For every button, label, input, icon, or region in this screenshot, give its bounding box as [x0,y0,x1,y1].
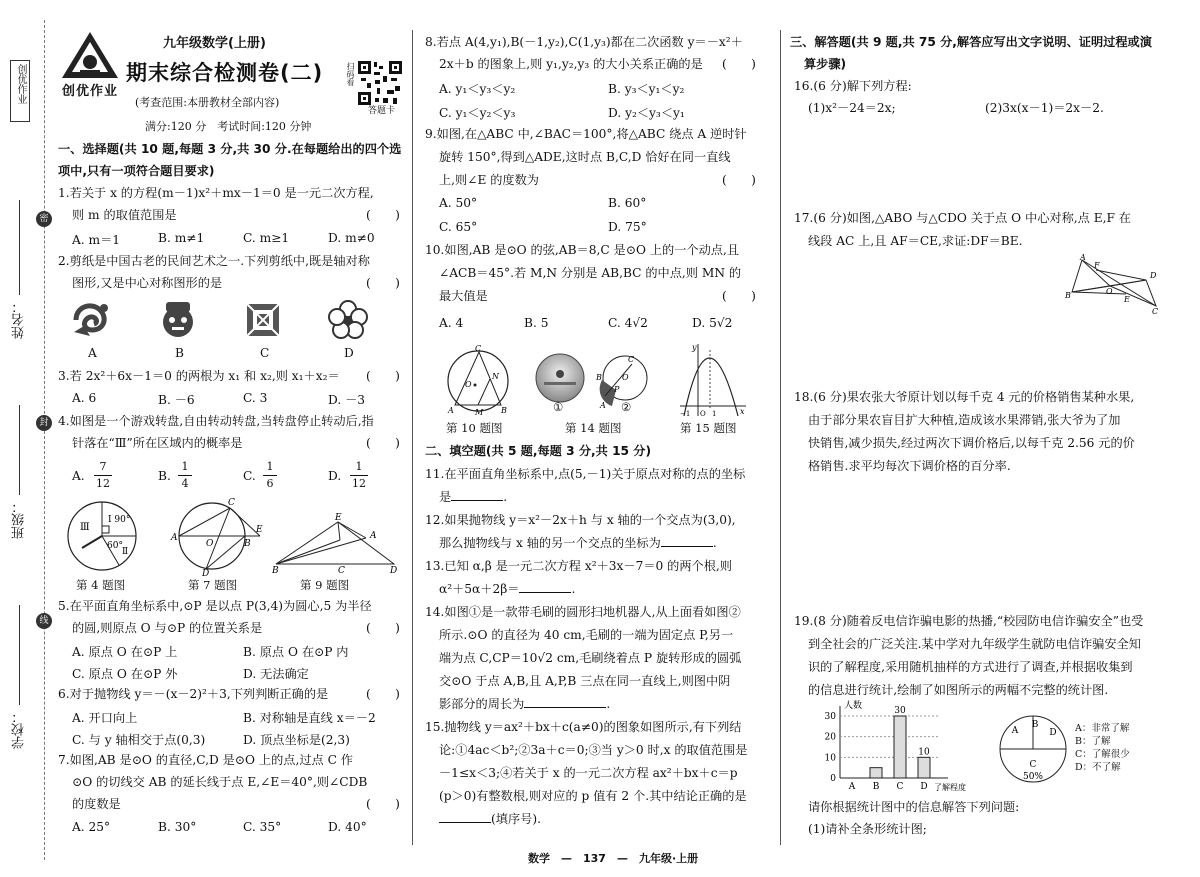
brand-tab-text: 创优作业 [15,64,26,104]
q19-line5: 请你根据统计图中的信息解答下列问题: [808,800,1020,814]
pie-legend-d: D：不了解 [1075,762,1121,773]
q4-option-d-letter: D. [328,469,342,483]
bar-chart-ytick-0: 0 [830,774,836,784]
svg-text:x: x [740,407,745,416]
figure-9-caption: 第 9 题图 [300,578,350,592]
school-line [19,605,20,705]
q12-line2-text: 那么抛物线与 x 轴的另一个交点的坐标为 [439,536,661,550]
svg-text:B: B [244,539,251,549]
q4-option-c-num: 1 [266,460,274,473]
q9-option-a[interactable]: A. 50° [439,196,478,210]
q7-option-a[interactable]: A. 25° [72,820,111,834]
q19-line4: 的信息进行统计,绘制了如图所示的两幅不完整的统计图. [808,683,1109,697]
svg-text:A: A [171,533,178,543]
svg-text:C: C [475,345,482,353]
figure-17-symmetry [1064,254,1164,316]
q18-line2: 由于部分果农盲目扩大种植,造成该水果滞销,张大爷为了加 [808,413,1121,427]
q3-line1: 3.若 2x²＋6x－1＝0 的两根为 x₁ 和 x₂,则 x₁＋x₂＝ [58,369,340,383]
q7-line3: 的度数是 [72,797,121,811]
papercut-label-c: C [260,346,270,360]
q6-option-b[interactable]: B. 对称轴是直线 x＝－2 [243,711,376,725]
svg-text:O: O [1106,287,1113,296]
q15-line3: －1≤x＜3;④若关于 x 的一元二次方程 ax²＋bx＋c＝p [439,766,738,780]
bar-chart-category-C: C [896,782,904,792]
q5-option-a[interactable]: A. 原点 O 在⊙P 上 [72,645,178,659]
bar-D [918,757,930,778]
q1-option-d[interactable]: D. m≠0 [328,231,375,245]
pie-label-D: D [1049,728,1057,738]
q4-line2: 针落在“Ⅲ”所在区域内的概率是 [72,436,243,450]
q17-answer-area[interactable] [794,256,1054,376]
bar-chart-xlabel: 了解程度 [934,783,966,792]
q14-line5: 影部分的周长为 . [439,697,611,711]
q9-answer-paren[interactable]: ( ) [722,173,756,187]
svg-text:−1: −1 [680,410,691,418]
q4-option-a-den: 12 [96,477,110,490]
q11-answer-blank[interactable] [451,490,503,501]
q4-line1: 4.如图是一个游戏转盘,自由转动转盘,当转盘停止转动后,指 [58,414,374,428]
q5-option-b[interactable]: B. 原点 O 在⊙P 内 [243,645,349,659]
svg-text:E: E [256,525,263,535]
q15-line5 [439,812,541,827]
q8-line1: 8.若点 A(4,y₁),B(－1,y₂),C(1,y₃)都在二次函数 y＝－x²＋ [425,35,743,49]
q2-answer-paren[interactable]: ( ) [366,276,400,290]
bar-chart-category-B: B [872,782,880,792]
class-line [19,405,20,495]
q10-answer-paren[interactable]: ( ) [722,289,756,303]
q7-option-c[interactable]: C. 35° [243,820,282,834]
bar-label-C: 30 [894,706,906,716]
svg-text:E: E [335,513,342,523]
svg-text:C: C [228,498,235,508]
svg-text:C: C [628,355,635,364]
figure-15-caption: 第 15 题图 [680,421,737,435]
logo [58,30,122,100]
q12-answer-blank[interactable] [661,536,713,547]
figure-14-caption: 第 14 题图 [565,421,622,435]
papercut-a-image[interactable] [70,300,114,340]
q19-line1: 19.(8 分)随着反电信诈骗电影的热播,“校园防电信诈骗安全”也受 [794,614,1144,628]
q16-line1: 16.(6 分)解下列方程: [794,79,912,93]
q16-part1: (1)x²－24＝2x; [808,101,896,115]
q5-option-d[interactable]: D. 无法确定 [243,667,309,681]
q8-answer-paren[interactable]: ( ) [722,57,756,71]
q14-answer-blank[interactable] [524,697,606,708]
q4-option-b-num: 1 [181,460,189,473]
section3-title-line1: 三、解答题(共 9 题,共 75 分,解答应写出文字说明、证明过程或演 [790,35,1152,49]
q1-option-a[interactable]: A. m＝1 [72,233,121,247]
q10-line2: ∠ACB＝45°.若 M,N 分别是 AB,BC 的中点,则 MN 的 [439,266,742,280]
svg-text:Ⅱ: Ⅱ [122,547,129,557]
svg-text:C: C [1152,307,1159,316]
q5-option-c[interactable]: C. 原点 O 在⊙P 外 [72,667,178,681]
q14-line1: 14.如图①是一款带毛刷的圆形扫地机器人,从上面看如图② [425,605,741,619]
svg-text:O: O [700,410,706,418]
q4-option-a-letter: A. [72,469,85,483]
papercut-d-image[interactable] [328,300,368,340]
svg-text:A: A [1080,254,1086,262]
svg-text:N: N [492,372,499,381]
q9-option-d[interactable]: D. 75° [608,220,647,234]
side-dashed-line [44,20,45,860]
q4-option-d-den: 12 [352,477,366,490]
q8-option-c[interactable]: C. y₁＜y₂＜y₃ [439,106,516,120]
q7-line1: 7.如图,AB 是⊙O 的直径,C,D 是⊙O 上的点,过点 C 作 [58,753,353,767]
q17-line2: 线段 AC 上,且 AF＝CE,求证:DF＝BE. [808,234,1023,248]
pie-percent-c: 50% [1022,772,1044,782]
q19-line2: 到全社会的广泛关注.某中学对九年级学生就防电信诈骗安全知 [808,637,1141,651]
q4-option-a-bar [94,475,112,476]
q19-bar-chart[interactable] [812,700,982,792]
section1-title-line1: 一、选择题(共 10 题,每题 3 分,共 30 分.在每题给出的四个选 [58,142,402,156]
figure-4-spinner [62,498,142,574]
subject-label: 九年级数学(上册) [163,36,266,51]
q4-answer-paren[interactable]: ( ) [366,436,400,450]
figure-10-circle [445,345,511,417]
figure-15-parabola [676,340,748,418]
q18-answer-area[interactable] [794,480,1164,605]
brand-tab [10,60,30,122]
q15-line5-text: (填序号). [491,812,541,826]
figure-14-sub2: ② [621,400,632,414]
q15-answer-blank[interactable] [439,812,491,823]
bar-label-D: 10 [918,747,930,758]
q14-line4: 交⊙O 于点 A,B,且 A,P,B 三点在同一直线上,则图中阴 [439,674,731,688]
q4-option-d-bar [350,475,368,476]
qr-side-text: 扫码看 [346,62,355,86]
q7-option-d[interactable]: D. 40° [328,820,367,834]
bar-chart-category-A: A [848,782,856,792]
name-label: 姓名： [12,300,27,339]
q13-line1: 13.已知 α,β 是一元二次方程 x²＋3x－7＝0 的两个根,则 [425,559,732,573]
svg-text:O: O [206,539,214,549]
q13-line2-text: α²＋5α＋2β＝ [439,582,520,596]
q4-option-b-bar [178,475,192,476]
q10-line1: 10.如图,AB 是⊙O 的弦,AB＝8,C 是⊙O 上的一个动点,且 [425,243,740,257]
q1-option-b[interactable]: B. m≠1 [158,231,205,245]
svg-text:A: A [600,401,606,410]
svg-text:D: D [202,569,210,576]
section3-title-line2: 算步骤) [804,57,847,71]
name-field[interactable] [8,200,32,340]
q15-line4: (p＞0)有整数根,则对应的 p 值有 2 个.其中结论正确的是 [439,789,747,803]
q14-line5-text: 影部分的周长为 [439,697,525,711]
svg-text:C: C [338,566,345,574]
figure-14-robot [530,350,650,418]
q16-part2: (2)3x(x－1)＝2x－2. [985,101,1104,115]
bar-chart-category-D: D [920,782,928,792]
svg-text:D: D [1150,271,1157,280]
q1-line2: 则 m 的取值范围是 [72,208,177,222]
q8-option-d[interactable]: D. y₂＜y₃＜y₁ [608,106,685,120]
q1-answer-paren[interactable]: ( ) [366,208,400,222]
q3-answer-paren[interactable]: ( ) [366,369,400,383]
bar-B [870,768,882,778]
pie-label-C: C [1029,760,1037,770]
q13-line2: α²＋5α＋2β＝ . [439,582,576,596]
pie-legend-a: A：非常了解 [1075,723,1130,734]
scope-note: (考查范围:本册教材全部内容) [135,96,280,109]
figure-7-circle [170,496,264,576]
q6-option-c[interactable]: C. 与 y 轴相交于点(0,3) [72,733,206,747]
q4-option-b-letter: B. [158,469,171,483]
q19-line6: (1)请补全条形统计图; [808,822,927,836]
q18-line3: 快销售,减少损失,经过两次下调价格后,以每千克 2.56 元的价 [808,436,1135,450]
q9-option-c[interactable]: C. 65° [439,220,478,234]
q7-option-b[interactable]: B. 30° [158,820,197,834]
class-label: 班级： [12,500,27,539]
svg-text:1: 1 [712,410,717,418]
q4-option-a-num: 7 [99,460,107,473]
svg-text:A: A [448,406,454,415]
section2-title: 二、填空题(共 5 题,每题 3 分,共 15 分) [425,444,652,458]
q19-pie-chart [995,713,1075,785]
q13-answer-blank[interactable] [519,582,571,593]
bar-chart-ytick-2: 20 [824,732,836,743]
q7-answer-paren[interactable]: ( ) [366,797,400,811]
bar-chart-ylabel: 人数 [844,701,863,711]
q3-option-c[interactable]: C. 3 [243,391,268,405]
q10-option-c[interactable]: C. 4√2 [608,316,648,330]
figure-14-sub1: ① [553,400,564,414]
q8-line2: 2x＋b 的图象上,则 y₁,y₂,y₃ 的大小关系正确的是 [439,57,703,71]
school-field[interactable] [8,605,32,755]
svg-text:M: M [475,408,484,417]
papercut-label-d: D [344,346,354,360]
svg-text:A: A [370,531,377,541]
papercut-b-image[interactable] [158,298,198,340]
pie-legend [1075,722,1170,774]
q18-line1: 18.(6 分)果农张大爷原计划以每千克 4 元的价格销售某种水果, [794,390,1135,404]
q12-line1: 12.如果抛物线 y＝x²－2x＋h 与 x 轴的一个交点为(3,0), [425,513,736,527]
bar-chart-ytick-3: 30 [824,712,836,722]
bar-C [894,716,906,778]
q9-line2: 旋转 150°,得到△ADE,这时点 B,C,D 恰好在同一直线 [439,150,731,164]
pie-legend-b: B：了解 [1075,736,1111,747]
svg-text:F: F [1094,261,1100,270]
page-footer: 数学 — 137 — 九年级·上册 [528,852,699,865]
q2-line2: 图形,又是中心对称图形的是 [72,276,223,290]
svg-text:Ⅰ 90°: Ⅰ 90° [108,515,131,525]
q10-option-b[interactable]: B. 5 [524,316,549,330]
q11-line2: 是 . [439,490,508,504]
q10-option-a[interactable]: A. 4 [439,316,464,330]
q2-line1: 2.剪纸是中国古老的民间艺术之一.下列剪纸中,既是轴对称 [58,254,370,268]
seal-mark-3: 线 [36,613,52,629]
q12-line2: 那么抛物线与 x 轴的另一个交点的坐标为 . [439,536,717,550]
bar-chart-ytick-1: 10 [824,753,836,764]
q19-line3: 识的了解程度,采用随机抽样的方式进行了调查,并根据收集到 [808,660,1133,674]
q14-line3: 端为点 C,CP＝10√2 cm,毛刷绕着点 P 旋转形成的圆弧 [439,651,742,665]
svg-text:D: D [390,566,398,574]
logo-text: 创优作业 [61,84,118,99]
q14-line2: 所示.⊙O 的直径为 40 cm,毛刷的一端为固定点 P,另一 [439,628,734,642]
q15-line2: 论:①4ac＜b²;②3a＋c＝0;③当 y＞0 时,x 的取值范围是 [439,743,748,757]
q4-option-c-den: 6 [266,477,274,490]
papercut-c-image[interactable] [243,300,283,340]
score-info: 满分:120 分 考试时间:120 分钟 [145,120,312,133]
svg-text:P: P [614,385,620,394]
q11-line1: 11.在平面直角坐标系中,点(5,－1)关于原点对称的点的坐标 [425,467,746,481]
q4-option-a[interactable] [72,460,132,492]
q3-option-b[interactable]: B. －6 [158,393,195,407]
q15-line1: 15.抛物线 y＝ax²＋bx＋c(a≠0)的图象如图所示,有下列结 [425,720,742,734]
q8-option-b[interactable]: B. y₃＜y₁＜y₂ [608,82,685,96]
svg-text:O: O [465,380,472,389]
figure-4-caption: 第 4 题图 [76,578,126,592]
q5-line2: 的圆,则原点 O 与⊙P 的位置关系是 [72,621,263,635]
q6-option-d[interactable]: D. 顶点坐标是(2,3) [243,733,350,747]
figure-9-triangles [270,512,400,574]
q7-line2: ⊙O 的切线交 AB 的延长线于点 E,∠E＝40°,则∠CDB [72,775,368,789]
class-field[interactable] [8,405,32,550]
q4-option-d[interactable] [328,460,388,492]
pie-legend-c: C：了解很少 [1075,749,1130,760]
q1-line1: 1.若关于 x 的方程(m－1)x²＋mx－1＝0 是一元二次方程, [58,186,374,200]
q17-line1: 17.(6 分)如图,△ABO 与△CDO 关于点 O 中心对称,点 E,F 在 [794,211,1131,225]
q3-option-d[interactable]: D. －3 [328,393,366,407]
q1-option-c[interactable]: C. m≥1 [243,231,290,245]
svg-text:Ⅲ: Ⅲ [80,522,90,533]
seal-mark-1: 密 [36,211,52,227]
school-label: 学校： [12,710,27,749]
svg-text:B: B [1065,291,1071,300]
pie-label-A: A [1011,726,1019,736]
figure-7-caption: 第 7 题图 [188,578,238,592]
svg-text:B: B [501,406,507,415]
q18-line4: 格销售.求平均每次下调价格的百分率. [808,459,1011,473]
q4-option-c[interactable] [243,460,303,492]
column-divider-1 [412,30,413,845]
name-line [19,200,20,295]
qr-caption: 答题卡 [368,106,396,116]
q4-option-b-den: 4 [181,477,189,490]
q4-option-c-bar [263,475,277,476]
q5-answer-paren[interactable]: ( ) [366,621,400,635]
column-divider-2 [780,30,781,845]
q4-option-d-num: 1 [355,460,363,473]
q10-line3: 最大值是 [439,289,488,303]
q6-line1: 6.对于抛物线 y＝－(x－2)²＋3,下列判断正确的是 [58,687,329,701]
svg-text:y: y [692,343,697,352]
seal-mark-2: 封 [36,415,52,431]
exam-title: 期末综合检测卷(二) [126,61,324,85]
q9-option-b[interactable]: B. 60° [608,196,647,210]
q8-option-a[interactable]: A. y₁＜y₃＜y₂ [439,82,516,96]
q9-line3: 上,则∠E 的度数为 [439,173,539,187]
section1-title-line2: 项中,只有一项符合题目要求) [58,164,215,178]
pie-label-B: B [1031,720,1039,730]
svg-text:B: B [596,373,602,382]
svg-text:B: B [272,566,279,574]
q6-option-a[interactable]: A. 开口向上 [72,711,138,725]
svg-text:O: O [622,373,629,382]
svg-text:60°: 60° [107,541,123,551]
figure-10-caption: 第 10 题图 [446,421,503,435]
qr-code[interactable] [357,60,403,106]
q3-option-a[interactable]: A. 6 [72,391,97,405]
q10-option-d[interactable]: D. 5√2 [692,316,733,330]
q16-answer-area[interactable] [794,120,1164,205]
q6-answer-paren[interactable]: ( ) [366,687,400,701]
svg-text:E: E [1124,295,1130,304]
q9-line1: 9.如图,在△ABC 中,∠BAC＝100°,将△ABC 绕点 A 逆时针 [425,127,747,141]
q5-line1: 5.在平面直角坐标系中,⊙P 是以点 P(3,4)为圆心,5 为半径 [58,599,372,613]
papercut-label-b: B [175,346,184,360]
q11-line2-text: 是 [439,490,452,504]
q4-option-b[interactable] [158,460,218,492]
papercut-label-a: A [88,346,97,360]
q4-option-c-letter: C. [243,469,256,483]
